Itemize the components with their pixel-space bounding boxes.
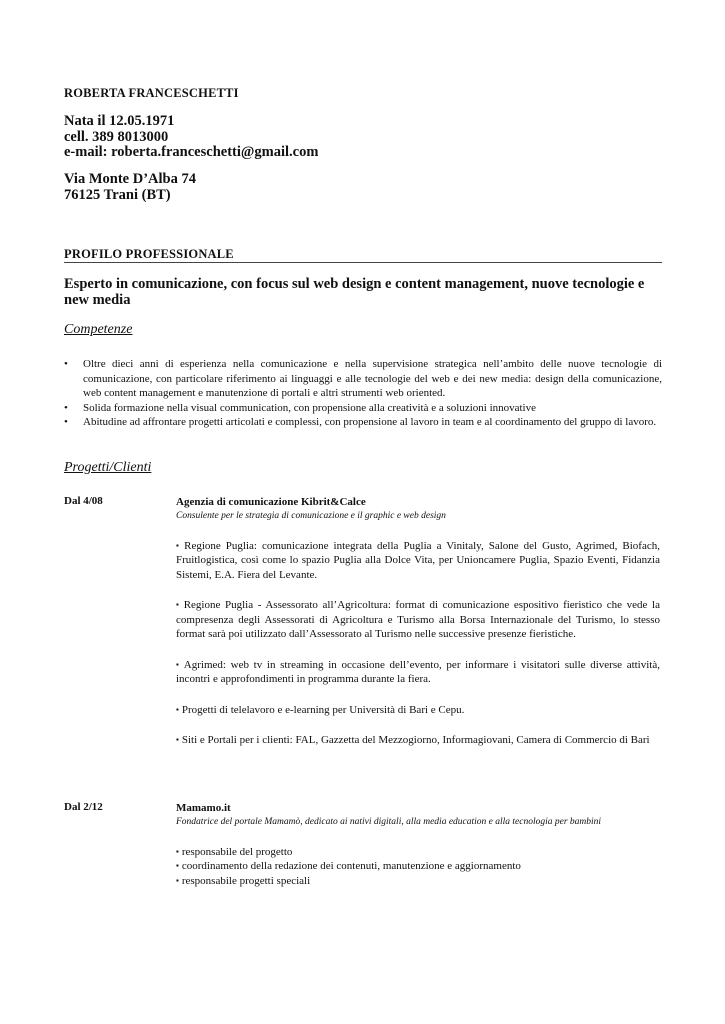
entry-role: Consulente per le strategia di comunicazione e il graphic e web design: [176, 510, 446, 521]
entry-item: [176, 539, 660, 583]
entry-role: Fondatrice del portale Mamamò, dedicato ai nativi digitali, alla media education e alla tecnologia per bambini: [176, 816, 602, 827]
square-bullet-icon: ▪: [176, 735, 179, 744]
subheading-progetti: Progetti/Clienti: [64, 460, 152, 475]
list-item-text: Oltre dieci anni di esperienza nella comunicazione e nella supervisione strategica nell’ambito delle nuove tecnologie di comunicazione, con particolare riferimento ai linguaggi e alle tecnologie del web e dei new media: design della comunicazione, web content management e manutenzione di portali e altri strumenti web oriented.: [83, 358, 662, 399]
bullet-icon: •: [64, 401, 68, 414]
square-bullet-icon: ▪: [176, 659, 181, 669]
square-bullet-icon: ▪: [176, 540, 182, 550]
entry-organization: Agenzia di comunicazione Kibrit&Calce: [176, 496, 366, 508]
entry-item: [176, 874, 660, 889]
entry-item: [176, 598, 660, 642]
bullet-icon: •: [64, 416, 68, 428]
entry-item: [176, 859, 660, 874]
list-item: [64, 415, 662, 430]
competenze-list: [64, 357, 662, 430]
entry-mamamo: [176, 801, 660, 888]
subheading-competenze: Competenze: [64, 322, 133, 337]
birth-date: Nata il 12.05.1971: [64, 113, 175, 129]
list-item-text: Abitudine ad affrontare progetti articolati e complessi, con propensione al lavoro in team e al coordinamento del gruppo di lavoro.: [83, 416, 657, 428]
entry-date: Dal 2/12: [64, 801, 103, 813]
entry-item-list: [176, 845, 660, 889]
profile-headline: Esperto in comunicazione, con focus sul web design e content management, nuove tecnologie e new media: [64, 276, 645, 308]
bullet-icon: •: [64, 358, 68, 370]
square-bullet-icon: ▪: [176, 846, 179, 856]
phone-number: cell. 389 8013000: [64, 128, 169, 145]
candidate-name: ROBERTA FRANCESCHETTI: [64, 86, 239, 100]
list-item: [64, 357, 662, 401]
entry-item-text: coordinamento della redazione dei contenuti, manutenzione e aggiornamento: [181, 860, 521, 872]
entry-item-text: Regione Puglia: comunicazione integrata della Puglia a Vinitaly, Salone del Gusto, Agrimed, Biofach, Fruitlogistica, così come lo spazio Puglia alla Dolce Vita, per Unioncamere Puglia, Spazio Eventi, Fidanzia Sistemi, E.A. Fiera del Levante.: [176, 539, 660, 581]
personal-info: [64, 114, 318, 161]
city: 76125 Trani (BT): [64, 186, 171, 203]
entry-item: [176, 845, 660, 860]
entry-kibrit: [176, 495, 660, 748]
square-bullet-icon: ▪: [176, 875, 179, 885]
entry-item-text: Agrimed: web tv in streaming in occasione dell’evento, per informare i visitatori sulle diverse attività, incontri e approfondimenti in programma durante la fiera.: [176, 658, 660, 685]
entry-item: [176, 733, 660, 748]
list-item: [64, 401, 662, 416]
entry-item-text: Progetti di telelavoro e e-learning per Università di Bari e Cepu.: [181, 703, 465, 716]
entry-item: [176, 703, 660, 718]
square-bullet-icon: ▪: [176, 600, 181, 609]
entry-organization: Mamamo.it: [176, 802, 231, 814]
entry-item-text: responsabile progetti speciali: [181, 874, 311, 887]
address: [64, 172, 196, 203]
entry-item-text: Siti e Portali per i clienti: FAL, Gazzetta del Mezzogiorno, Informagiovani, Camera di Commercio di Bari: [181, 734, 650, 746]
street: Via Monte D’Alba 74: [64, 171, 196, 187]
entry-item: [176, 658, 660, 687]
list-item-text: Solida formazione nella visual communication, con propensione alla creatività e a soluzioni innovative: [83, 401, 536, 414]
entry-item-text: Regione Puglia - Assessorato all’Agricoltura: format di comunicazione espositivo fieristico che vede la compresenza degli Assessorati di Agricoltura e Turismo alla Borsa Internazionale del Turismo, lo stesso format sarà poi utilizzato dall’Assessorato al Turismo nelle successive presenze fieristiche.: [176, 599, 660, 640]
square-bullet-icon: ▪: [176, 704, 179, 714]
email-address: e-mail: roberta.franceschetti@gmail.com: [64, 144, 319, 160]
square-bullet-icon: ▪: [176, 861, 179, 870]
entry-item-text: responsabile del progetto: [181, 845, 293, 858]
entry-date: Dal 4/08: [64, 495, 103, 507]
section-divider: [64, 262, 662, 263]
section-title-profilo: PROFILO PROFESSIONALE: [64, 247, 234, 261]
